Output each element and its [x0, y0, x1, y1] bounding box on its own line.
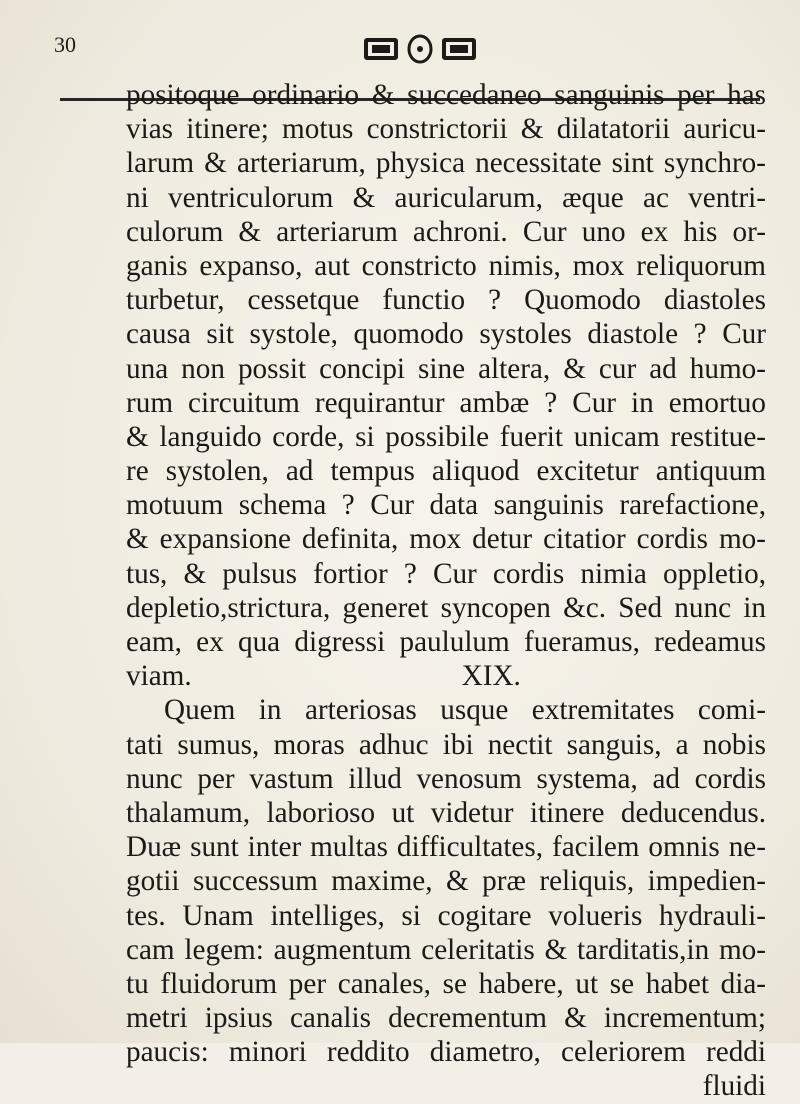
text-line-end: viam.	[126, 660, 192, 693]
text-line: ganis expanso, aut constricto nimis, mox reliquorum	[126, 249, 766, 282]
text-line: cam legem: augmentum celeritatis & tarditatis,in mo-	[126, 933, 766, 966]
paragraph-first-line: Quem in arteriosas usque extremitates comi-	[164, 694, 766, 727]
text-line: nunc per vastum illud venosum systema, ad cordis	[126, 762, 766, 795]
text-line: re systolen, ad tempus aliquod excitetur antiquum	[126, 455, 766, 488]
page-header	[30, 28, 790, 78]
catchword: fluidi	[702, 1070, 766, 1103]
text-line: Duæ sunt inter multas difficultates, facilem omnis ne-	[126, 831, 766, 864]
text-line: gotii successum maxime, & præ reliquis, impedien-	[126, 865, 766, 898]
text-line: paucis: minori reddito diametro, celeriorem reddi	[126, 1036, 766, 1069]
body-text	[126, 78, 766, 1104]
text-line: thalamum, laborioso ut videtur itinere deducendus.	[126, 796, 766, 829]
text-line-with-section-number	[126, 659, 766, 693]
text-line: & expansione definita, mox detur citatior cordis mo-	[126, 523, 766, 556]
text-line: motuum schema ? Cur data sanguinis rarefactione,	[126, 489, 766, 522]
text-line: rum circuitum requirantur ambæ ? Cur in emortuo	[126, 386, 766, 419]
text-line: larum & arteriarum, physica necessitate sint synchro-	[126, 147, 766, 180]
section-number: XIX.	[461, 660, 521, 693]
text-line: & languido corde, si possibile fuerit unicam restitue-	[126, 420, 766, 453]
text-line: ni ventriculorum & auricularum, æque ac ventri-	[126, 181, 766, 214]
text-line: una non possit concipi sine altera, & cur ad humo-	[126, 352, 766, 385]
text-line: tu fluidorum per canales, se habere, ut se habet dia-	[126, 967, 766, 1000]
text-line: eam, ex qua digressi paululum fueramus, redeamus	[126, 626, 766, 658]
text-line: tus, & pulsus fortior ? Cur cordis nimia oppletio,	[126, 557, 766, 590]
text-line: positoque ordinario & succedaneo sanguinis per has	[126, 79, 766, 111]
text-line: causa sit systole, quomodo systoles diastole ? Cur	[126, 318, 766, 351]
text-line: vias itinere; motus constrictorii & dilatatorii auricu-	[126, 113, 766, 146]
text-line: culorum & arteriarum achroni. Cur uno ex his or-	[126, 215, 766, 248]
text-line: depletio,strictura, generet syncopen &c. Sed nunc in	[126, 591, 766, 624]
text-line: tati sumus, moras adhuc ibi nectit sanguis, a nobis	[126, 728, 766, 761]
printers-ornament-icon	[290, 32, 550, 66]
text-line: turbetur, cessetque functio ? Quomodo diastoles	[126, 284, 766, 317]
page-number: 30	[54, 32, 76, 57]
text-line: tes. Unam intelliges, si cogitare volueris hydrauli-	[126, 899, 766, 932]
text-line: metri ipsius canalis decrementum & incrementum;	[126, 1002, 766, 1035]
